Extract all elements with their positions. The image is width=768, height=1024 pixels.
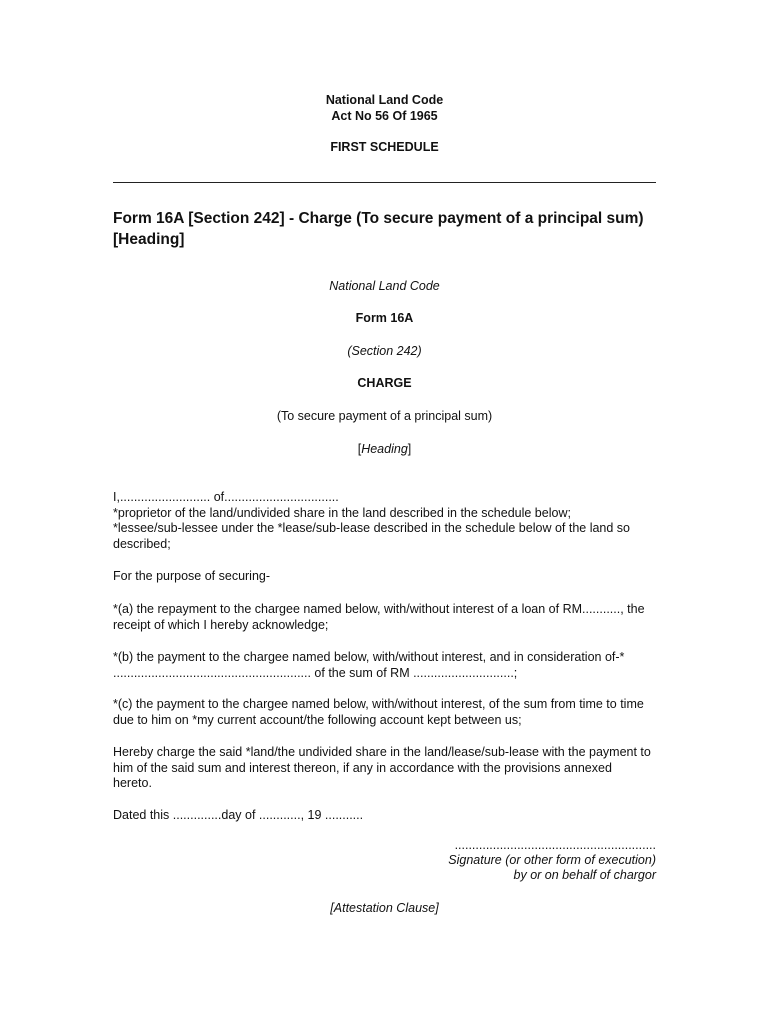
clause-line: ......................................................... of the sum of RM .............................;	[113, 665, 518, 680]
clause-line: due to him on *my current account/the following account kept between us;	[113, 712, 522, 727]
form-title-line2: [Heading]	[113, 231, 185, 248]
header-divider	[113, 182, 656, 183]
intro-line: *lessee/sub-lessee under the *lease/sub-lease described in the schedule below of the land so	[113, 521, 630, 535]
intro-paragraph	[113, 490, 656, 552]
clause-line: receipt of which I hereby acknowledge;	[113, 617, 329, 632]
dated-line: Dated this ..............day of ............, 19 ...........	[113, 808, 364, 822]
purpose-paragraph: For the purpose of securing-	[113, 569, 271, 583]
charge-clause	[113, 745, 656, 792]
document-page	[113, 0, 656, 1024]
signature-behalf-label: by or on behalf of chargor	[513, 868, 656, 882]
clause-line: hereto.	[113, 776, 152, 790]
document-header-title: National Land Code	[325, 93, 444, 107]
clause-line: Hereby charge the said *land/the undivided share in the land/lease/sub-lease with the payment to	[113, 745, 651, 759]
form-number: Form 16A	[355, 311, 414, 325]
form-section: (Section 242)	[347, 344, 422, 358]
signature-dots: ..........................................................	[454, 838, 656, 852]
clause-line: *(a) the repayment to the chargee named below, with/without interest of a loan of RM..........., the	[113, 602, 645, 616]
intro-line: I,.......................... of.................................	[113, 490, 339, 504]
form-title-line1: Form 16A [Section 242] - Charge (To secure payment of a principal sum)	[113, 210, 644, 227]
signature-label: Signature (or other form of execution)	[448, 853, 656, 867]
intro-line: *proprietor of the land/undivided share in the land described in the schedule below;	[113, 505, 571, 520]
form-title	[113, 208, 656, 250]
clause-a	[113, 602, 656, 633]
clause-line: him of the said sum and interest thereon, if any in accordance with the provisions annexed	[113, 760, 612, 775]
clause-line: *(c) the payment to the chargee named below, with/without interest, of the sum from time to time	[113, 697, 644, 711]
clause-b	[113, 650, 656, 681]
clause-line: *(b) the payment to the chargee named below, with/without interest, and in consideration of-*	[113, 650, 625, 664]
document-header-act: Act No 56 Of 1965	[331, 109, 438, 123]
attestation-clause: [Attestation Clause]	[330, 901, 439, 915]
document-header-schedule: FIRST SCHEDULE	[330, 140, 439, 154]
form-charge-heading: CHARGE	[357, 376, 412, 390]
form-purpose: (To secure payment of a principal sum)	[276, 409, 493, 423]
intro-line: described;	[113, 536, 171, 551]
form-heading-placeholder: [Heading]	[357, 442, 412, 456]
form-code: National Land Code	[329, 279, 440, 293]
clause-c	[113, 697, 656, 728]
